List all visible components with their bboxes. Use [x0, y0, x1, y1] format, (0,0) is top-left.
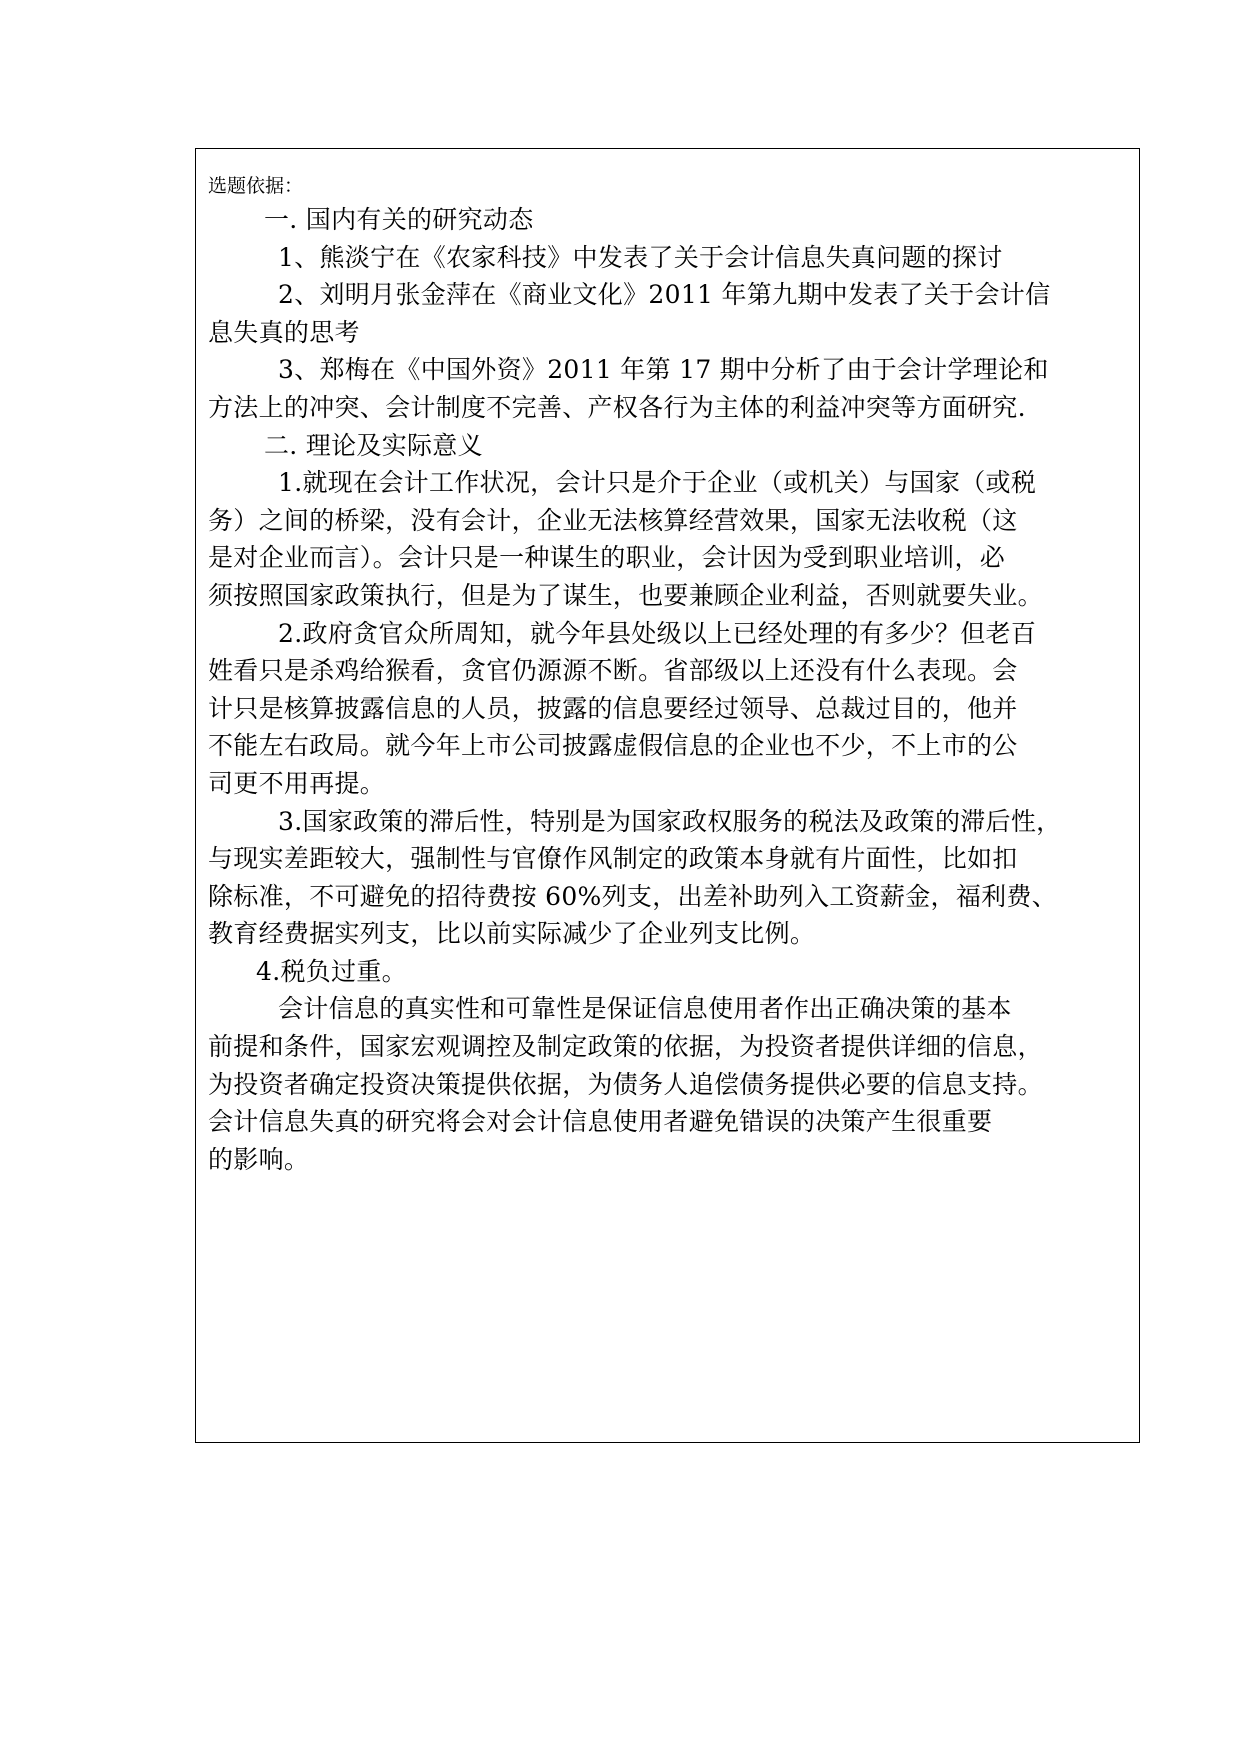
paragraph-line: 3、郑梅在《中国外资》2011 年第 17 期中分析了由于会计学理论和 — [278, 355, 1049, 385]
paragraph-line: 计只是核算披露信息的人员，披露的信息要经过领导、总裁过目的，他并 — [208, 693, 1018, 723]
paragraph-line: 与现实差距较大，强制性与官僚作风制定的政策本身就有片面性，比如扣 — [208, 844, 1018, 874]
paragraph-line: 方法上的冲突、会计制度不完善、产权各行为主体的利益冲突等方面研究. — [208, 392, 1026, 422]
paragraph-line: 1.就现在会计工作状况，会计只是介于企业（或机关）与国家（或税 — [278, 468, 1037, 498]
paragraph-line: 2、刘明月张金萍在《商业文化》2011 年第九期中发表了关于会计信 — [278, 280, 1051, 310]
document-body — [208, 171, 1133, 1178]
paragraph-line: 会计信息的真实性和可靠性是保证信息使用者作出正确决策的基本 — [278, 994, 1012, 1024]
paragraph-line: 为投资者确定投资决策提供依据，为债务人追偿债务提供必要的信息支持。 — [208, 1069, 1043, 1099]
paragraph-line: 前提和条件，国家宏观调控及制定政策的依据，为投资者提供详细的信息， — [208, 1032, 1043, 1062]
paragraph-line: 会计信息失真的研究将会对会计信息使用者避免错误的决策产生很重要 — [208, 1107, 993, 1137]
paragraph-line: 2.政府贪官众所周知，就今年县处级以上已经处理的有多少？但老百 — [278, 618, 1037, 648]
paragraph-line: 3.国家政策的滞后性，特别是为国家政权服务的税法及政策的滞后性， — [278, 806, 1062, 836]
paragraph-line: 的影响。 — [208, 1144, 310, 1174]
paragraph-line: 是对企业而言）。会计只是一种谋生的职业，会计因为受到职业培训，必 — [208, 543, 1006, 573]
paragraph-line: 不能左右政局。就今年上市公司披露虚假信息的企业也不少，不上市的公 — [208, 731, 1018, 761]
content-table-cell — [195, 148, 1140, 1443]
paragraph-line: 4.税负过重。 — [256, 956, 407, 986]
paragraph-line: 息失真的思考 — [208, 317, 360, 347]
section-label: 选题依据： — [208, 175, 304, 197]
paragraph-line: 1、熊淡宁在《农家科技》中发表了关于会计信息失真问题的探讨 — [278, 242, 1003, 272]
paragraph-line: 除标准，不可避免的招待费按 60%列支，出差补助列入工资薪金，福利费、 — [208, 881, 1058, 911]
paragraph-line: 姓看只是杀鸡给猴看，贪官仍源源不断。省部级以上还没有什么表现。会 — [208, 656, 1018, 686]
heading-domestic-research: 一. 国内有关的研究动态 — [264, 205, 534, 234]
paragraph-line: 司更不用再提。 — [208, 768, 386, 798]
paragraph-line: 教育经费据实列支，比以前实际减少了企业列支比例。 — [208, 919, 816, 949]
paragraph-line: 须按照国家政策执行，但是为了谋生，也要兼顾企业利益，否则就要失业。 — [208, 580, 1043, 610]
heading-significance: 二. 理论及实际意义 — [264, 430, 483, 460]
paragraph-line: 务）之间的桥梁，没有会计，企业无法核算经营效果，国家无法收税（这 — [208, 505, 1018, 535]
